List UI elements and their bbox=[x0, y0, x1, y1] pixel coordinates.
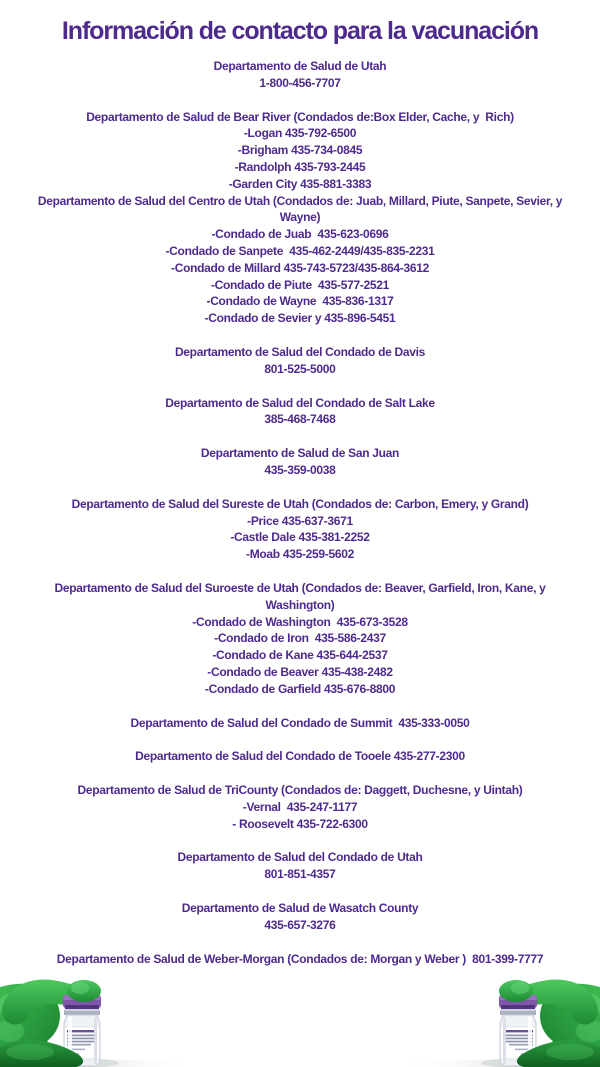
vaccine-vial bbox=[499, 995, 537, 1066]
contact-line: -Condado de Sevier y 435-896-5451 bbox=[204, 311, 396, 326]
contact-line: -Logan 435-792-6500 bbox=[243, 126, 357, 141]
contact-line: 435-359-0038 bbox=[264, 462, 336, 477]
contact-line: Departamento de Salud de Wasatch County bbox=[181, 901, 419, 916]
vaccine-vial bbox=[63, 995, 101, 1066]
contact-section bbox=[0, 496, 600, 563]
contact-section bbox=[0, 782, 600, 832]
contact-line: Departamento de Salud de Weber-Morgan (Condados de: Morgan y Weber ) 801-399-7777 bbox=[56, 951, 544, 966]
contact-line: Departamento de Salud del Condado de Tooele 435-277-2300 bbox=[135, 749, 465, 764]
contact-line: Departamento de Salud del Condado de Utah bbox=[177, 850, 423, 865]
contact-line: Departamento de Salud del Centro de Utah (Condados de: Juab, Millard, Piute, Sanpete, Sevier, y bbox=[37, 193, 563, 208]
contact-line: -Castle Dale 435-381-2252 bbox=[230, 530, 370, 545]
contact-line: -Garden City 435-881-3383 bbox=[228, 176, 372, 191]
hand-vaccine-vial-illustration bbox=[400, 975, 600, 1067]
contact-line: -Condado de Iron 435-586-2437 bbox=[214, 631, 386, 646]
contact-line: Departamento de Salud de TriCounty (Condados de: Daggett, Duchesne, y Uintah) bbox=[77, 783, 523, 798]
contact-line: -Randolph 435-793-2445 bbox=[234, 159, 366, 174]
contact-line: Departamento de Salud de San Juan bbox=[200, 446, 400, 461]
contact-section bbox=[0, 748, 600, 765]
photo-shadow bbox=[0, 1060, 200, 1067]
contact-line: -Vernal 435-247-1177 bbox=[242, 799, 358, 814]
contact-line: Departamento de Salud del Condado de Salt Lake bbox=[165, 395, 435, 410]
contact-line: -Condado de Beaver 435-438-2482 bbox=[207, 664, 393, 679]
contact-line: Departamento de Salud del Suroeste de Utah (Condados de: Beaver, Garfield, Iron, Kane, y bbox=[54, 580, 546, 595]
contact-section bbox=[0, 395, 600, 429]
page-title: Información de contacto para la vacunación bbox=[61, 17, 539, 45]
contact-line: 435-657-3276 bbox=[264, 917, 336, 932]
contact-line: -Price 435-637-3671 bbox=[247, 513, 353, 528]
contact-list bbox=[0, 58, 600, 967]
contact-line: - Roosevelt 435-722-6300 bbox=[232, 816, 368, 831]
photo-shadow bbox=[400, 1060, 600, 1067]
contact-line: -Moab 435-259-5602 bbox=[246, 547, 354, 562]
contact-section bbox=[0, 445, 600, 479]
contact-line: 385-468-7468 bbox=[264, 412, 336, 427]
contact-line: -Condado de Washington 435-673-3528 bbox=[192, 614, 408, 629]
contact-line: -Condado de Juab 435-623-0696 bbox=[211, 227, 389, 242]
contact-line: Departamento de Salud de Bear River (Condados de:Box Elder, Cache, y Rich) bbox=[86, 109, 514, 124]
contact-line: Departamento de Salud del Sureste de Utah (Condados de: Carbon, Emery, y Grand) bbox=[71, 496, 529, 511]
contact-line: Departamento de Salud del Condado de Davis bbox=[174, 344, 426, 359]
contact-line: Wayne) bbox=[279, 210, 321, 225]
contact-line: 1-800-456-7707 bbox=[259, 75, 341, 90]
contact-line: -Condado de Millard 435-743-5723/435-864-3612 bbox=[171, 260, 429, 275]
contact-line: 801-525-5000 bbox=[264, 361, 336, 376]
contact-section bbox=[0, 58, 600, 92]
hand-vaccine-vial-illustration bbox=[0, 975, 200, 1067]
contact-section bbox=[0, 951, 600, 968]
hand-vaccine-vial-image-right bbox=[400, 975, 600, 1067]
contact-section bbox=[0, 109, 600, 327]
contact-line: -Condado de Sanpete 435-462-2449/435-835-2231 bbox=[165, 243, 435, 258]
contact-section bbox=[0, 344, 600, 378]
contact-line: -Condado de Piute 435-577-2521 bbox=[210, 277, 390, 292]
contact-line: Washington) bbox=[265, 597, 335, 612]
hand-vaccine-vial-image-left bbox=[0, 975, 200, 1067]
contact-line: -Condado de Wayne 435-836-1317 bbox=[206, 294, 394, 309]
contact-line: Departamento de Salud del Condado de Summit 435-333-0050 bbox=[130, 715, 470, 730]
contact-line: Departamento de Salud de Utah bbox=[213, 59, 387, 73]
contact-line: -Condado de Kane 435-644-2537 bbox=[212, 648, 388, 663]
contact-section bbox=[0, 900, 600, 934]
contact-line: 801-851-4357 bbox=[264, 867, 336, 882]
contact-line: -Brigham 435-734-0845 bbox=[237, 143, 363, 158]
contact-line: -Condado de Garfield 435-676-8800 bbox=[204, 681, 396, 696]
contact-section bbox=[0, 715, 600, 732]
contact-section bbox=[0, 849, 600, 883]
contact-section bbox=[0, 580, 600, 698]
